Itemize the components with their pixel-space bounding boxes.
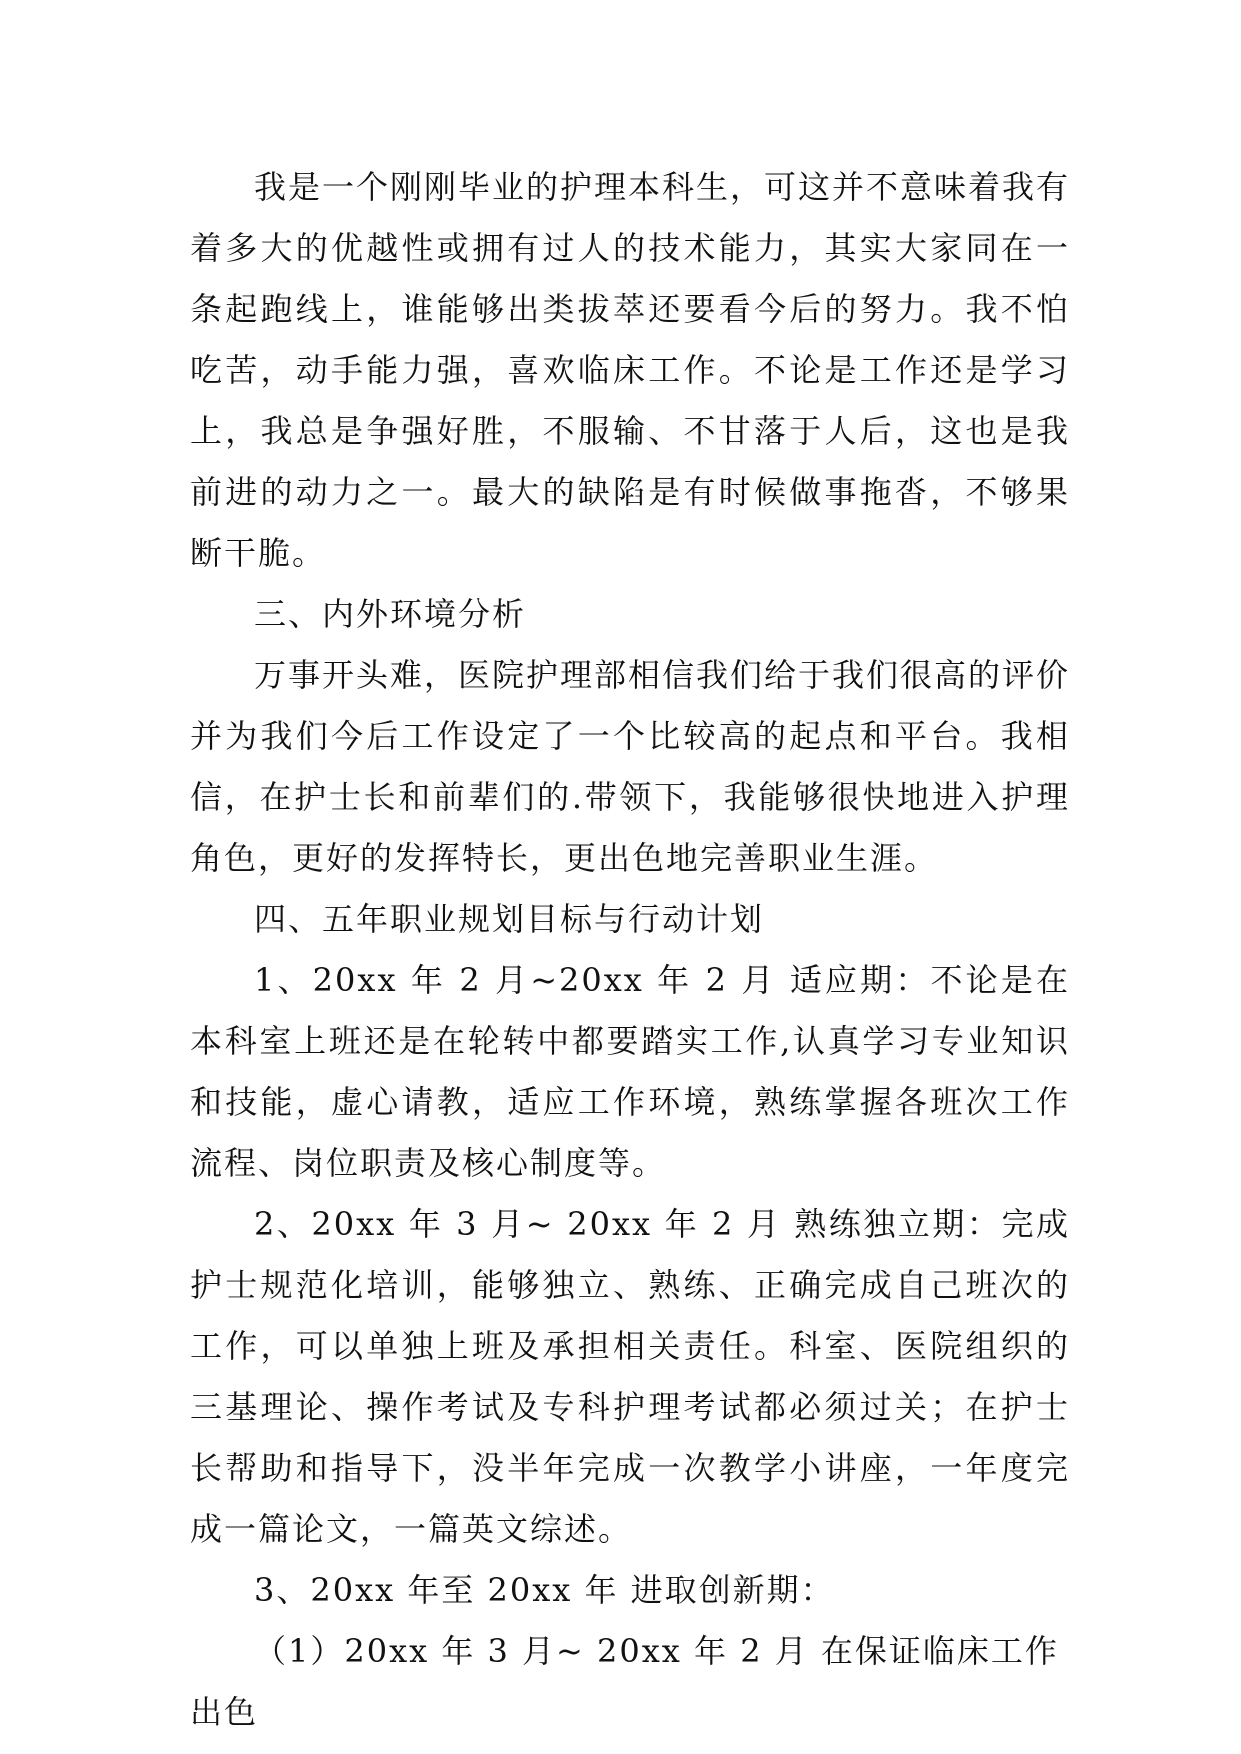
section-heading-five-year-plan: 四、五年职业规划目标与行动计划 [254,900,765,938]
sub-item-1: （1）20xx 年 3 月~ 20xx 年 2 月 在保证临床工作出色 [190,1632,1059,1731]
paragraph-adaptation-period: 1、20xx 年 2 月~20xx 年 2 月 适应期：不论是在本科室上班还是在轮转中都要踏实工作,认真学习专业知识和技能，虚心请教，适应工作环境，熟练掌握各班次工作流程、岗位职责及核心制度等。 [190,961,1070,1182]
item-heading-innovation-period: 3、20xx 年至 20xx 年 进取创新期： [254,1571,835,1609]
paragraph-self-assessment: 我是一个刚刚毕业的护理本科生，可这并不意味着我有着多大的优越性或拥有过人的技术能力，其实大家同在一条起跑线上，谁能够出类拔萃还要看今后的努力。我不怕吃苦，动手能力强，喜欢临床工作。不论是工作还是学习上，我总是争强好胜，不服输、不甘落于人后，这也是我前进的动力之一。最大的缺陷是有时候做事拖沓，不够果断干脆。 [190,168,1071,572]
section-heading-environment-analysis: 三、内外环境分析 [254,595,527,633]
document-body [190,157,1070,1743]
paragraph-independent-period: 2、20xx 年 3 月~ 20xx 年 2 月 熟练独立期：完成护士规范化培训，能够独立、熟练、正确完成自己班次的工作，可以单独上班及承担相关责任。科室、医院组织的三基理论、操作考试及专科护理考试都必须过关；在护士长帮助和指导下，没半年完成一次教学小讲座，一年度完成一篇论文，一篇英文综述。 [190,1205,1070,1548]
paragraph-environment: 万事开头难，医院护理部相信我们给于我们很高的评价并为我们今后工作设定了一个比较高的起点和平台。我相信，在护士长和前辈们的.带领下，我能够很快地进入护理角色，更好的发挥特长，更出色地完善职业生涯。 [190,656,1071,877]
